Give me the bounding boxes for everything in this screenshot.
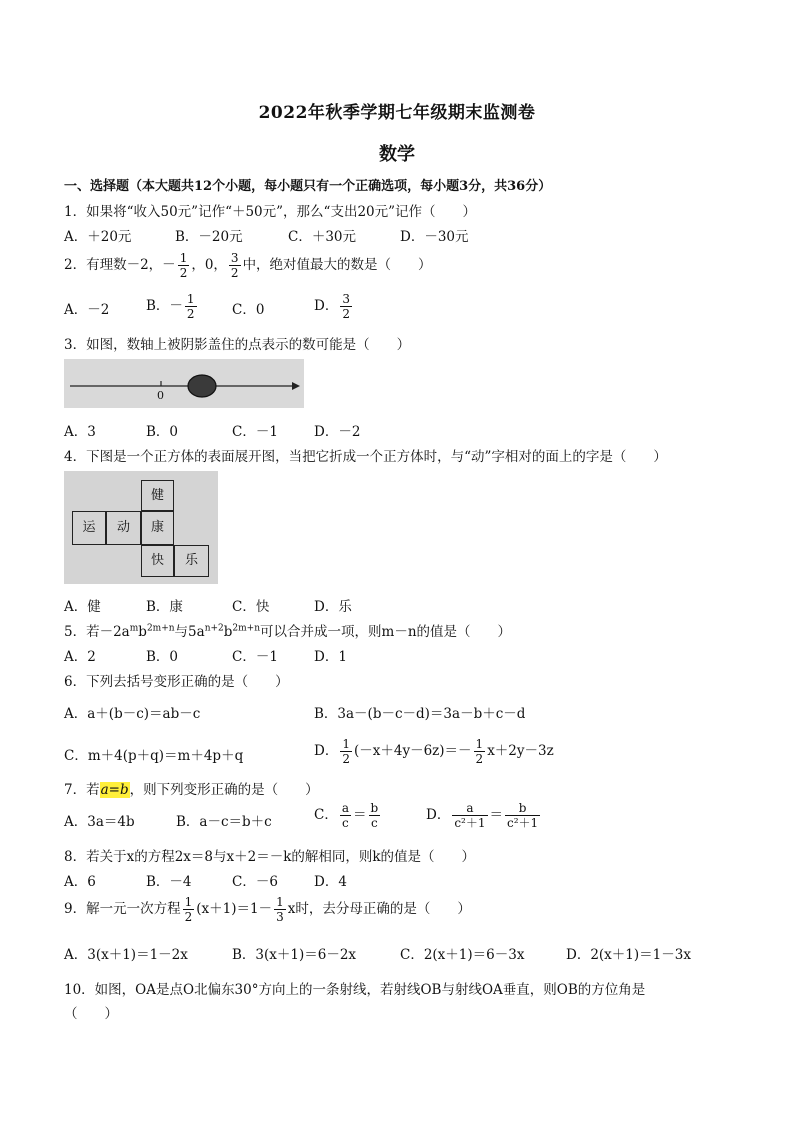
q4-option-b: B．康	[146, 599, 183, 615]
q7-option-b: B．a－c＝b＋c	[176, 814, 272, 830]
question-5-stem: 5．若$-2a^mb^{2m+n}$与$5a^{n+2}b^{2m+n}$可以合并成一项，则m－n的值是（ ）	[64, 623, 512, 640]
section-heading: 一、选择题（本大题共12个小题，每小题只有一个正确选项，每小题3分，共36分）	[64, 179, 552, 194]
q9-option-a: A．3(x＋1)＝1－2x	[64, 947, 188, 963]
q7-option-d: D． $\frac{a}{\text{c²＋1}}$ ＝ $\frac{b}{\text{c²＋1}}$	[426, 801, 539, 830]
q6-option-a: A．a＋(b－c)＝ab－c	[64, 706, 201, 722]
q5-option-d: D．1	[314, 649, 347, 665]
question-8-stem: 8．若关于x的方程2x＝8与x＋2＝－k的解相同，则k的值是（ ）	[64, 849, 476, 865]
q2-option-d: D． $\frac{3}{2}$	[314, 292, 350, 321]
highlighted-condition: a=b	[100, 782, 129, 798]
q1-option-d: D．－30元	[400, 229, 469, 245]
question-9-stem: 9．解一元一次方程 $\frac{1}{2}$ (x＋1)＝1－ $\frac{1}{3}$ x时，去分母正确的是（ ）	[64, 895, 471, 924]
q5-option-c: C．－1	[232, 649, 278, 665]
q8-option-c: C．－6	[232, 874, 278, 890]
cube-net-figure	[64, 471, 218, 584]
q10-answer-paren: （ ）	[64, 1006, 118, 1022]
cube-cell: 乐	[174, 545, 209, 577]
q2-option-c: C．0	[232, 302, 265, 318]
q3-option-b: B．0	[146, 424, 179, 440]
q5-option-b: B．0	[146, 649, 179, 665]
q4-option-a: A．健	[64, 599, 101, 615]
question-6-stem: 6．下列去括号变形正确的是（ ）	[64, 674, 289, 690]
page-title: 2022年秋季学期七年级期末监测卷	[258, 103, 536, 123]
question-2-stem: 2．有理数－2，－ $\frac{1}{2}$ ，0， $\frac{3}{2}$ 中，绝对值最大的数是（ ）	[64, 251, 432, 280]
q8-option-a: A．6	[64, 874, 96, 890]
q1-option-c: C．＋30元	[288, 229, 357, 245]
q7-option-a: A．3a＝4b	[64, 814, 135, 830]
q6-option-b: B．3a－(b－c－d)＝3a－b＋c－d	[314, 706, 526, 722]
cube-cell: 运	[72, 511, 106, 545]
q4-option-c: C．快	[232, 599, 270, 615]
question-3-stem: 3．如图，数轴上被阴影盖住的点表示的数可能是（ ）	[64, 337, 411, 353]
q3-option-d: D．－2	[314, 424, 361, 440]
fraction: $\frac{1}{2}$	[179, 251, 188, 280]
cube-cell: 快	[141, 545, 174, 577]
q5-option-a: A．2	[64, 649, 96, 665]
cube-cell: 康	[141, 511, 174, 545]
cube-cell: 动	[106, 511, 141, 545]
q1-option-a: A．＋20元	[64, 229, 132, 245]
question-4-stem: 4．下图是一个正方体的表面展开图，当把它折成一个正方体时，与“动”字相对的面上的字是（ ）	[64, 449, 667, 465]
q3-option-a: A．3	[64, 424, 96, 440]
zero-tick-label: 0	[157, 389, 164, 402]
question-7-stem: 7．若a=b，则下列变形正确的是（ ）	[64, 782, 319, 798]
q8-option-d: D．4	[314, 874, 347, 890]
number-line-svg	[64, 359, 304, 408]
q8-option-b: B．－4	[146, 874, 192, 890]
q6-option-d: D． $\frac{1}{2}$ (－x＋4y－6z)＝－ $\frac{1}{2}$ x＋2y－3z	[314, 737, 554, 766]
number-line-figure	[64, 359, 304, 408]
q1-option-b: B．－20元	[175, 229, 243, 245]
q9-option-d: D．2(x＋1)＝1－3x	[566, 947, 691, 963]
q3-option-c: C．－1	[232, 424, 278, 440]
question-10-stem: 10．如图，OA是点O北偏东30°方向上的一条射线，若射线OB与射线OA垂直，则OB的方位角是	[64, 982, 646, 998]
cube-cell: 健	[141, 480, 174, 511]
subject-title: 数学	[379, 144, 415, 165]
question-1-stem: 1．如果将“收入50元”记作“＋50元”，那么“支出20元”记作（ ）	[64, 204, 477, 220]
q7-option-c: C． $\frac{a}{c}$ ＝ $\frac{b}{c}$	[314, 801, 379, 830]
q2-option-b: B．－ $\frac{1}{2}$	[146, 292, 195, 321]
q4-option-d: D．乐	[314, 599, 352, 615]
q6-option-c: C．m＋4(p＋q)＝m＋4p＋q	[64, 748, 244, 764]
fraction: $\frac{3}{2}$	[230, 251, 239, 280]
q9-option-b: B．3(x＋1)＝6－2x	[232, 947, 357, 963]
q2-option-a: A．－2	[64, 302, 110, 318]
q9-option-c: C．2(x＋1)＝6－3x	[400, 947, 525, 963]
